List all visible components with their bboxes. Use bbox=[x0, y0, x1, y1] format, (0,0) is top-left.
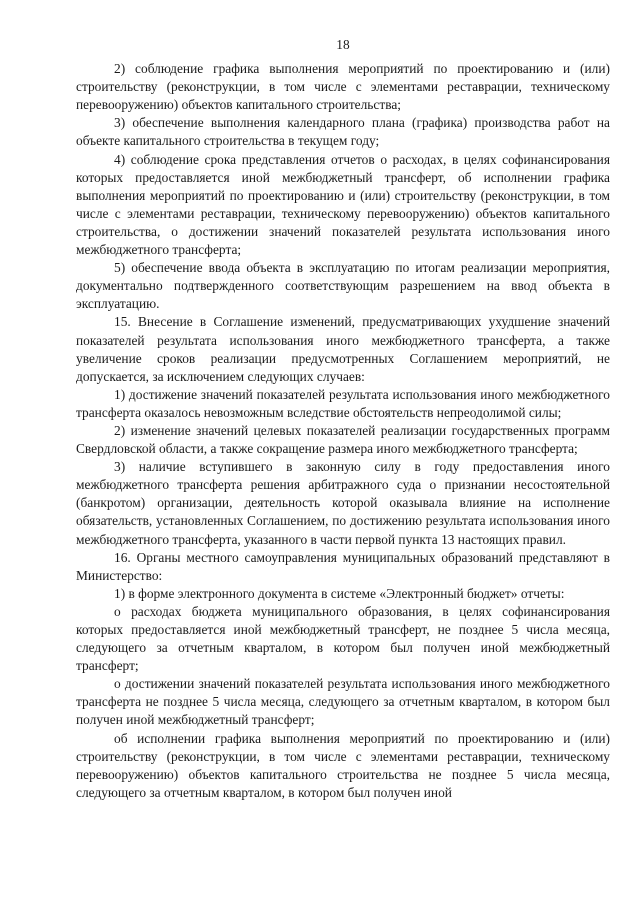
paragraph-item-3-calendar-plan: 3) обеспечение выполнения календарного плана (графика) производства работ на объекте капитального строительства в текущем году; bbox=[76, 115, 610, 149]
page-number: 18 bbox=[336, 37, 350, 52]
paragraph-report-expenses: о расходах бюджета муниципального образования, в целях софинансирования которых предоставляется иной межбюджетный трансферт, не позднее 5 числа месяца, следующего за отчетным кварталом, в котором был получен иной межбюджетный трансферт; bbox=[76, 603, 610, 674]
paragraph-clause-15-item-1: 1) достижение значений показателей результата использования иного межбюджетного трансферта оказалось невозможным вследствие обстоятельств непреодолимой силы; bbox=[76, 386, 610, 420]
paragraph-clause-16-item-1: 1) в форме электронного документа в системе «Электронный бюджет» отчеты: bbox=[114, 585, 565, 601]
paragraph-report-schedule: об исполнении графика выполнения мероприятий по проектированию и (или) строительству (реконструкции, в том числе с элементами реставрации, техническому перевооружению) объектов капитального строительства не позднее 5 числа месяца, следующего за отчетным кварталом, в котором был получен иной bbox=[76, 730, 610, 800]
paragraph-item-5-commissioning: 5) обеспечение ввода объекта в эксплуатацию по итогам реализации мероприятия, документально подтвержденного соответствующим разрешением на ввод объекта в эксплуатацию. bbox=[76, 260, 610, 312]
paragraph-clause-16: 16. Органы местного самоуправления муниципальных образований представляют в Министерство: bbox=[76, 549, 610, 583]
paragraph-item-4-reporting-deadline: 4) соблюдение срока представления отчетов о расходах, в целях софинансирования которых предоставляется иной межбюджетный трансферт, об исполнении графика выполнения мероприятий по проектированию и (или) строительству (реконструкции, в том числе с элементами реставрации, техническому перевооружению) объектов капитального строительства, о достижении значений показателей результата использования иного межбюджетного трансферта; bbox=[76, 151, 610, 258]
paragraph-report-indicators: о достижении значений показателей результата использования иного межбюджетного трансферта не позднее 5 числа месяца, следующего за отчетным кварталом, в котором был получен иной межбюджетный трансферт; bbox=[76, 676, 610, 728]
paragraph-clause-15-item-2: 2) изменение значений целевых показателей реализации государственных программ Свердловской области, а также сокращение размера иного межбюджетного трансферта; bbox=[76, 422, 610, 457]
paragraph-clause-15-item-3: 3) наличие вступившего в законную силу в году предоставления иного межбюджетного трансферта решения арбитражного суда о признании несостоятельной (банкротом) организации, деятельность которой оказывала влияние на исполнение обязательств, установленных Соглашением, по достижению результата использования иного межбюджетного трансферта, указанного в части первой пункта 13 настоящих правил. bbox=[76, 459, 610, 547]
paragraph-clause-15: 15. Внесение в Соглашение изменений, предусматривающих ухудшение значений показателей результата использования иного межбюджетного трансферта, а также увеличение сроков реализации предусмотренных Соглашением мероприятий, не допускается, за исключением следующих случаев: bbox=[76, 314, 610, 384]
paragraph-item-2-schedule: 2) соблюдение графика выполнения мероприятий по проектированию и (или) строительству (реконструкции, в том числе с элементами реставрации, техническому перевооружению) объектов капитального строительства; bbox=[76, 61, 610, 113]
document-page bbox=[76, 36, 610, 802]
